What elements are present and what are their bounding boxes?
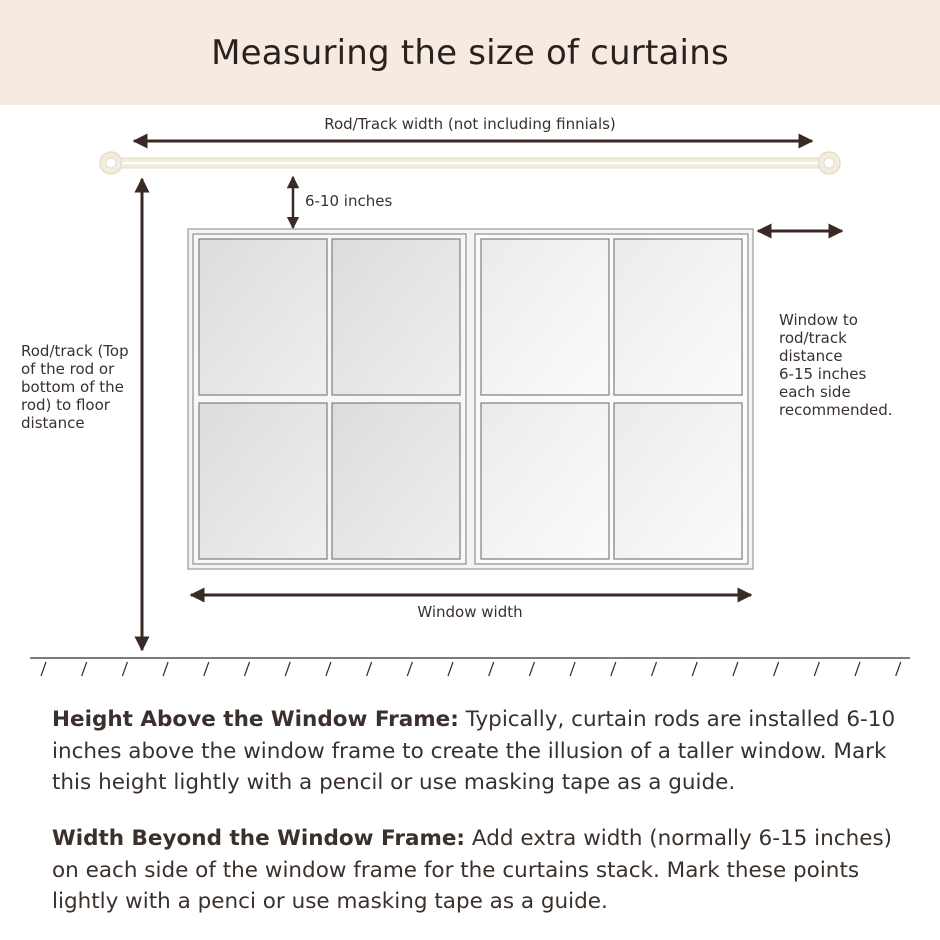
width-heading: Width Beyond the Window Frame: — [52, 826, 466, 851]
floor-hatch — [733, 662, 738, 676]
floor-hatch — [529, 662, 534, 676]
floor-hatch — [611, 662, 616, 676]
floor-hatch — [326, 662, 331, 676]
floor-hatch — [285, 662, 290, 676]
floor-hatch — [692, 662, 697, 676]
rod-to-floor-label: Rod/track (Top of the rod or bottom of the rod) to floor distance — [21, 342, 129, 432]
floor-hatch — [855, 662, 860, 676]
floor-hatch — [204, 662, 209, 676]
floor-hatch — [245, 662, 250, 676]
floor-hatch — [407, 662, 412, 676]
window-pane — [614, 239, 742, 395]
floor-line — [30, 658, 910, 676]
width-paragraph — [52, 823, 902, 918]
height-paragraph — [52, 704, 902, 799]
floor-hatch — [814, 662, 819, 676]
floor-hatch — [652, 662, 657, 676]
height-heading: Height Above the Window Frame: — [52, 707, 459, 732]
floor-hatch — [122, 662, 127, 676]
window-pane — [481, 403, 609, 559]
floor-hatch — [82, 662, 87, 676]
floor-hatch — [367, 662, 372, 676]
above-window-label: 6-10 inches — [305, 192, 393, 210]
window-pane — [332, 403, 460, 559]
floor-hatch — [163, 662, 168, 676]
floor-hatch — [448, 662, 453, 676]
window — [188, 229, 753, 569]
window-pane — [332, 239, 460, 395]
width-text: Add extra width (normally 6-15 inches) on each side of the window frame for the curtains stack. Mark these points lightly with a penci or use masking tape as a guide. — [52, 826, 893, 914]
window-width-label: Window width — [417, 603, 523, 621]
window-pane — [614, 403, 742, 559]
page-title: Measuring the size of curtains — [211, 32, 729, 73]
floor-hatch — [41, 662, 46, 676]
height-text: Typically, curtain rods are installed 6-10 inches above the window frame to create the illusion of a taller window. Mark this height lightly with a pencil or use masking tape as a guide. — [52, 707, 896, 795]
floor-hatch — [896, 662, 901, 676]
curtain-rod — [100, 152, 840, 174]
window-pane — [199, 239, 327, 395]
floor-hatch — [570, 662, 575, 676]
floor-hatch — [774, 662, 779, 676]
rod-width-label: Rod/Track width (not including finnials) — [324, 115, 616, 133]
floor-hatch — [489, 662, 494, 676]
window-pane — [199, 403, 327, 559]
window-pane — [481, 239, 609, 395]
beyond-window-label: Window to rod/track distance 6-15 inches each side recommended. — [779, 311, 893, 419]
